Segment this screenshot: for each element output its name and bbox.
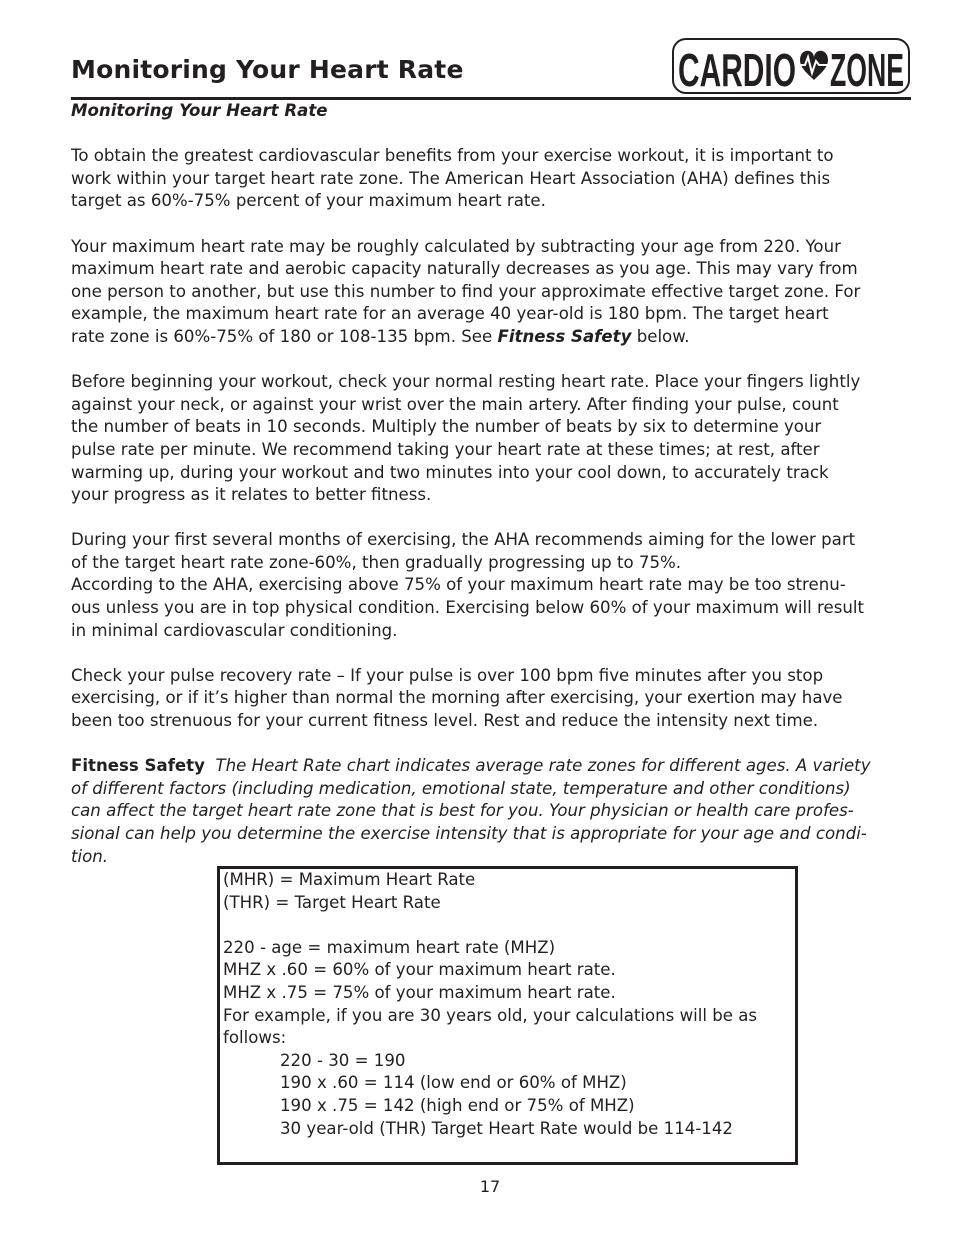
box-line: (THR) = Target Heart Rate xyxy=(223,892,441,912)
box-line: 190 x .75 = 142 (high end or 75% of MHZ) xyxy=(280,1095,635,1115)
paragraph-line: in minimal cardiovascular conditioning. xyxy=(71,620,398,640)
paragraph-line: one person to another, but use this number to find your approximate effective target zone. For xyxy=(71,281,861,301)
box-line: MHZ x .60 = 60% of your maximum heart rate. xyxy=(223,960,616,980)
paragraph-line: During your first several months of exercising, the AHA recommends aiming for the lower part xyxy=(71,530,856,550)
paragraph-line: your progress as it relates to better fitness. xyxy=(71,485,432,505)
paragraph-text: rate zone is 60%-75% of 180 or 108-135 bpm. See xyxy=(71,326,498,346)
box-line: 220 - age = maximum heart rate (MHZ) xyxy=(223,937,556,957)
paragraph-line: of different factors (including medication, emotional state, temperature and other conditions) xyxy=(71,778,851,798)
fitness-safety-label: Fitness Safety xyxy=(71,756,205,776)
box-line: MHZ x .75 = 75% of your maximum heart rate. xyxy=(223,982,616,1002)
paragraph-line: work within your target heart rate zone. The American Heart Association (AHA) defines this xyxy=(71,168,831,188)
cardio-zone-logo xyxy=(672,38,910,94)
paragraph-line: against your neck, or against your wrist over the main artery. After finding your pulse, count xyxy=(71,394,839,414)
paragraph-line: To obtain the greatest cardiovascular benefits from your exercise workout, it is important to xyxy=(71,146,834,166)
paragraph-text: below. xyxy=(631,326,690,346)
logo-text-left: CARDIO xyxy=(678,44,796,96)
paragraph-line: exercising, or if it’s higher than normal the morning after exercising, your exertion may have xyxy=(71,688,843,708)
box-line: For example, if you are 30 years old, your calculations will be as xyxy=(223,1005,758,1025)
paragraph-line: ous unless you are in top physical condition. Exercising below 60% of your maximum will result xyxy=(71,598,864,618)
box-line: (MHR) = Maximum Heart Rate xyxy=(223,870,476,889)
logo-text-right: ZONE xyxy=(830,44,904,96)
paragraph-line: maximum heart rate and aerobic capacity naturally decreases as you age. This may vary from xyxy=(71,259,858,279)
page-title: Monitoring Your Heart Rate xyxy=(71,55,464,84)
body-text xyxy=(71,100,913,868)
paragraph-line: Before beginning your workout, check your normal resting heart rate. Place your fingers lightly xyxy=(71,372,861,392)
paragraph-line: Check your pulse recovery rate – If your pulse is over 100 bpm five minutes after you stop xyxy=(71,665,824,685)
paragraph-line: example, the maximum heart rate for an average 40 year-old is 180 bpm. The target heart xyxy=(71,304,829,324)
paragraph-line: the number of beats in 10 seconds. Multiply the number of beats by six to determine your xyxy=(71,417,822,437)
paragraph-line: sional can help you determine the exercise intensity that is appropriate for your age and condi- xyxy=(71,824,867,843)
paragraph-line xyxy=(71,755,913,778)
paragraph-line: Your maximum heart rate may be roughly calculated by subtracting your age from 220. Your xyxy=(71,236,841,256)
fitness-safety-reference: Fitness Safety xyxy=(497,326,632,346)
box-line: follows: xyxy=(223,1028,287,1048)
page-number: 17 xyxy=(479,1177,501,1196)
paragraph-line: been too strenuous for your current fitness level. Rest and reduce the intensity next time. xyxy=(71,711,819,731)
paragraph-line: tion. xyxy=(71,846,109,866)
paragraph-line: warming up, during your workout and two minutes into your cool down, to accurately track xyxy=(71,462,829,482)
box-line: 220 - 30 = 190 xyxy=(280,1050,406,1070)
paragraph-text: The Heart Rate chart indicates average rate zones for different ages. A variety xyxy=(204,756,871,776)
paragraph-line: target as 60%-75% percent of your maximum heart rate. xyxy=(71,191,546,211)
box-line: 30 year-old (THR) Target Heart Rate would be 114-142 xyxy=(280,1118,733,1138)
box-line: 190 x .60 = 114 (low end or 60% of MHZ) xyxy=(280,1073,627,1093)
paragraph-line: According to the AHA, exercising above 75% of your maximum heart rate may be too strenu- xyxy=(71,575,846,595)
paragraph-line: can affect the target heart rate zone that is best for you. Your physician or health care profes- xyxy=(71,801,854,821)
paragraph-line: pulse rate per minute. We recommend taking your heart rate at these times; at rest, after xyxy=(71,439,820,459)
heart-rate-calculation-box xyxy=(217,866,798,1165)
paragraph-line: of the target heart rate zone-60%, then gradually progressing up to 75%. xyxy=(71,552,682,572)
section-subheading: Monitoring Your Heart Rate xyxy=(71,101,328,120)
paragraph-line xyxy=(71,326,913,349)
